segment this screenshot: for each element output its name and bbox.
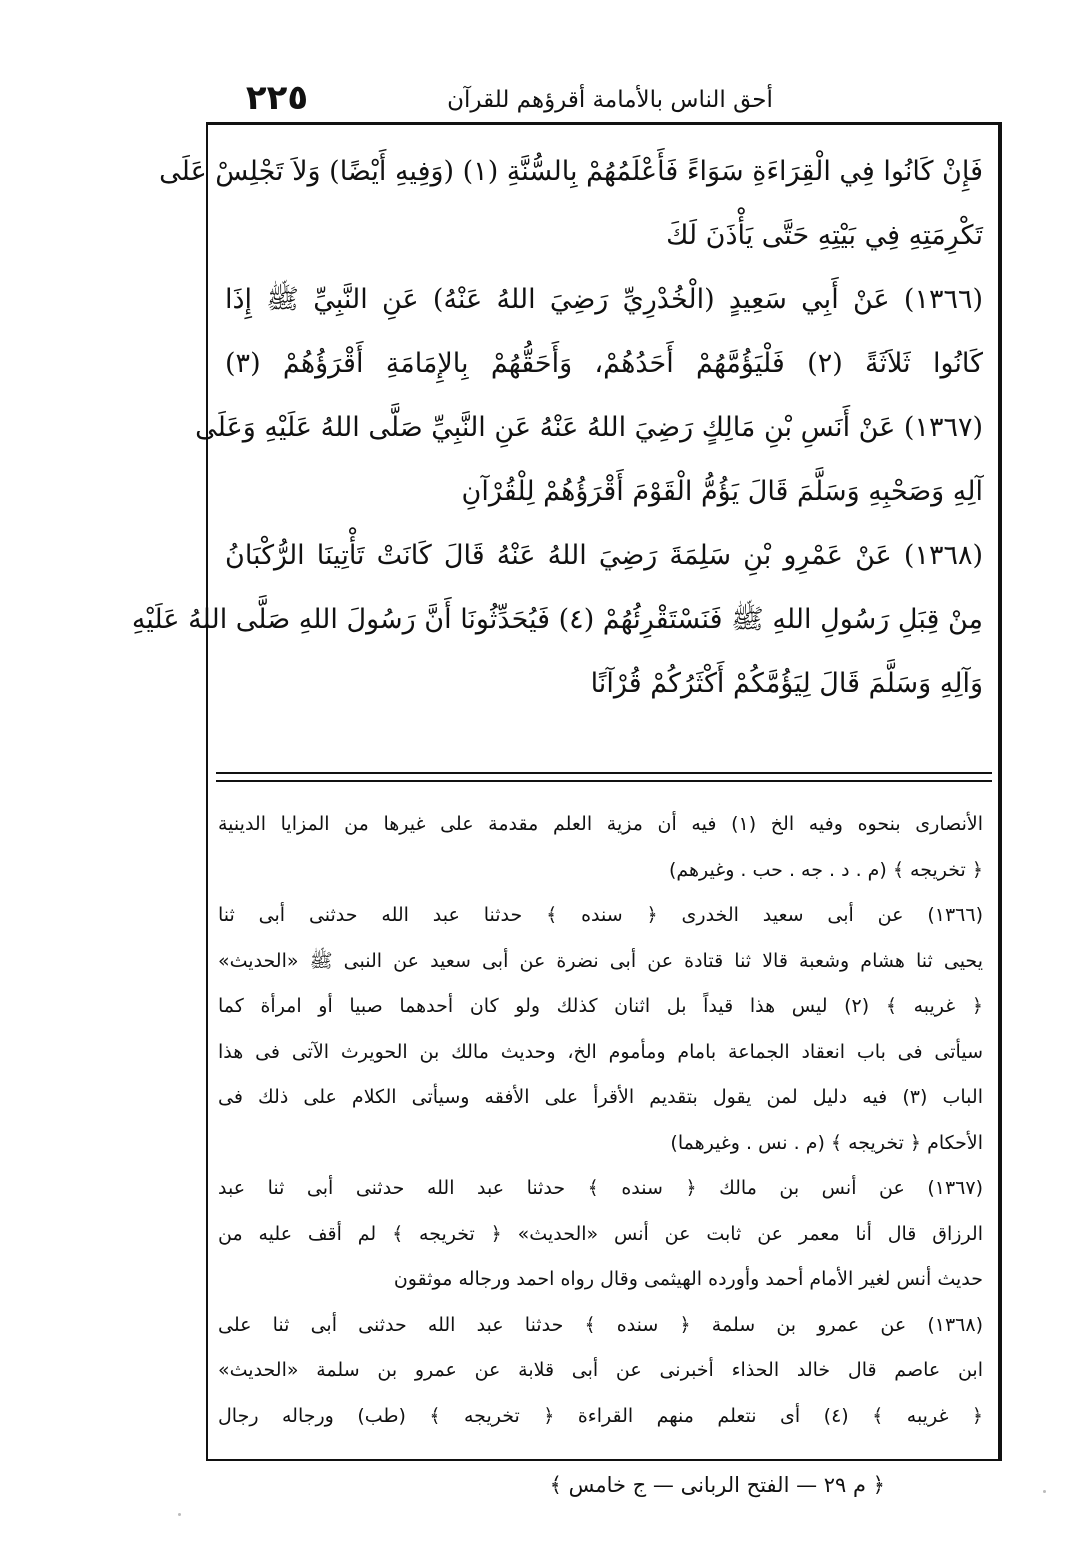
note-line: الأنصارى بنحوه وفيه الخ (١) فيه أن مزية العلم مقدمة على غيرها من المزايا الدينية <box>218 813 983 835</box>
running-header: أحق الناس بالأمامة أقرؤهم للقرآن <box>447 87 773 113</box>
note-line: الباب (٣) فيه دليل لمن يقول بتقديم الأقرأ على الأفقه وسيأتى الكلام على ذلك فى <box>218 1086 983 1108</box>
note-line: الأحكام ﴿ تخريجه ﴾ (م . نس . وغيرهما) <box>670 1131 983 1154</box>
note-line: (١٣٦٨) عن عمرو بن سلمة ﴿ سنده ﴾ حدثنا عبد الله حدثنى أبى ثنا على <box>218 1313 983 1336</box>
main-line: فَإِنْ كَانُوا فِي الْقِرَاءَةِ سَوَاءً فَأَعْلَمُهُمْ بِالسُّنَّةِ (١) (وَفِيهِ أَيْضًا) وَلاَ تَجْلِسْ عَلَى <box>159 156 983 187</box>
main-line: (١٣٦٦) عَنْ أَبِي سَعِيدٍ (الْخُدْرِيِّ رَضِيَ اللهُ عَنْهُ) عَنِ النَّبِيِّ ﷺ إِذَا <box>225 284 983 315</box>
main-line: وَآلِهِ وَسَلَّمَ قَالَ لِيَؤُمَّكُمْ أَكْثَرُكُمْ قُرْآنًا <box>590 668 983 699</box>
note-line: ﴿ غريبه ﴾ (٢) ليس هذا قيداً بل اثنان كذلك ولو كان أحدهما صبيا أو امرأة كما <box>218 995 983 1017</box>
main-line: (١٣٦٧) عَنْ أَنَسِ بْنِ مَالِكٍ رَضِيَ اللهُ عَنْهُ عَنِ النَّبِيِّ صَلَّى اللهُ عَلَيْهِ وَعَلَى <box>195 412 983 443</box>
frame-top-rule <box>206 122 1002 125</box>
note-line: سيأتى فى باب انعقاد الجماعة بامام ومأموم الخ، وحديث مالك بن الحويرث الآتى فى هذا <box>218 1040 983 1063</box>
main-line: تَكْرِمَتِهِ فِي بَيْتِهِ حَتَّى يَأْذَنَ لَكَ <box>666 220 983 251</box>
note-line: ابن عاصم قال خالد الحذاء أخبرنى عن أبى قلابة عن عمرو بن سلمة «الحديث» <box>218 1359 983 1381</box>
note-line: حديث أنس لغير الأمام أحمد وأورده الهيثمى وقال رواه احمد ورجاله موثقون <box>393 1268 983 1290</box>
frame-right-rule <box>998 124 1002 1460</box>
note-line: ﴿ تخريجه ﴾ (م . د . جه . حب . وغيرهم) <box>668 858 983 881</box>
footnotes-commentary <box>218 802 983 1439</box>
page-number: ٢٢٥ <box>245 78 309 118</box>
note-line: يحيى ثنا هشام وشعبة قالا ثنا قتادة عن أبى نضرة عن أبى سعيد عن النبى ﷺ «الحديث» <box>218 949 983 972</box>
section-divider-upper <box>216 772 992 774</box>
note-line: (١٣٦٧) عن أنس بن مالك ﴿ سنده ﴾ حدثنا عبد الله حدثنى أبى ثنا عبد <box>218 1177 983 1199</box>
note-line: (١٣٦٦) عن أبى سعيد الخدرى ﴿ سنده ﴾ حدثنا عبد الله حدثنى أبى ثنا <box>218 904 983 926</box>
main-line: (١٣٦٨) عَنْ عَمْرِو بْنِ سَلِمَةَ رَضِيَ اللهُ عَنْهُ قَالَ كَانَتْ تَأْتِينَا الرُّكْبَانُ <box>225 540 983 571</box>
footer-signature: ﴿ م ٢٩ — الفتح الربانى — ج خامس ﴾ <box>549 1473 885 1497</box>
main-line: كَانُوا ثَلاَثَةً (٢) فَلْيَؤُمَّهُمْ أَحَدُهُمْ، وَأَحَقُّهُمْ بِالإِمَامَةِ أَقْرَؤُهُمْ (٣) <box>225 348 984 379</box>
note-line: الرزاق قال أنا معمر عن ثابت عن أنس «الحديث» ﴿ تخريجه ﴾ لم أقف عليه من <box>218 1222 983 1245</box>
main-hadith-text <box>131 140 984 716</box>
scan-speck <box>1043 1490 1046 1493</box>
frame-left-rule <box>206 124 208 1460</box>
main-line: مِنْ قِبَلِ رَسُولِ اللهِ ﷺ فَنَسْتَقْرِئُهُمْ (٤) فَيُحَدِّثُونَا أَنَّ رَسُولَ اللهِ صَلَّى اللهُ عَلَيْهِ <box>131 604 983 635</box>
main-line: آلِهِ وَصَحْبِهِ وَسَلَّمَ قَالَ يَؤُمُّ الْقَوْمَ أَقْرَؤُهُمْ لِلْقُرْآنِ <box>461 476 983 507</box>
note-line: ﴿ غريبه ﴾ (٤) أى نتعلم منهم القراءة ﴿ تخريجه ﴾ (طب) ورجاله رجال <box>218 1404 983 1427</box>
frame-bottom-rule <box>206 1459 1002 1461</box>
section-divider-lower <box>216 780 992 782</box>
scan-speck <box>178 1513 181 1516</box>
